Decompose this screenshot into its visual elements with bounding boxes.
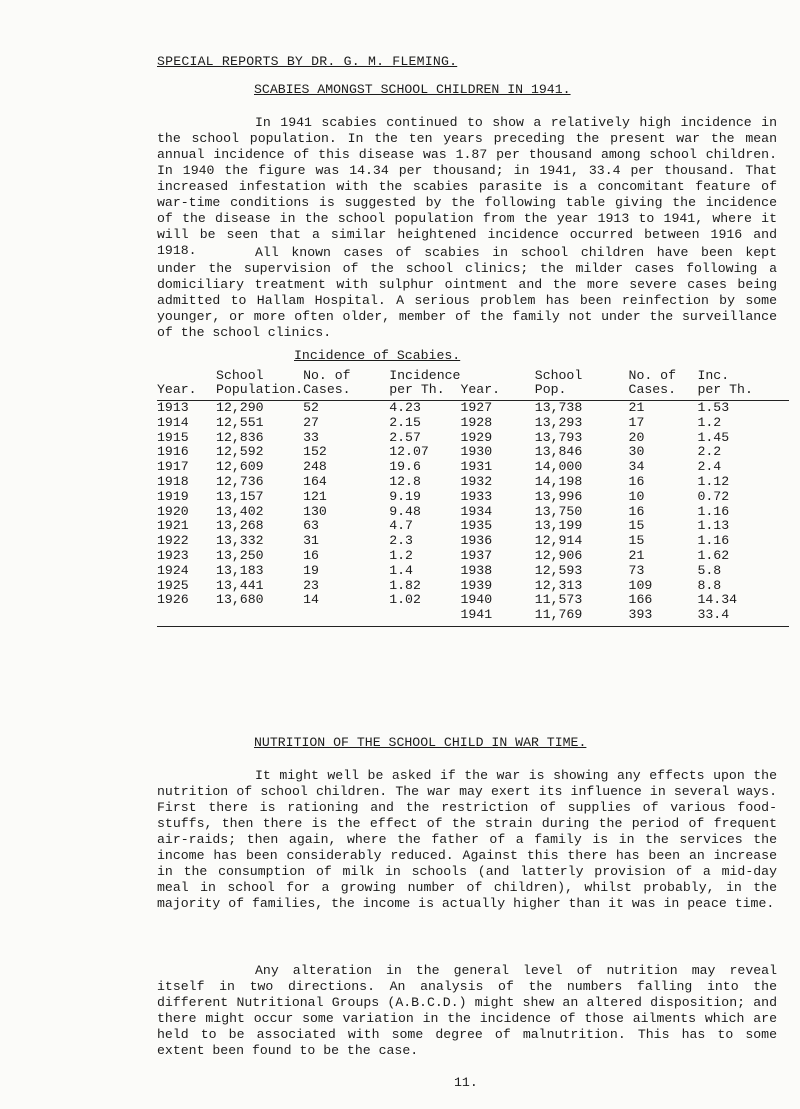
cell-cases2: 15 <box>628 518 645 534</box>
table-row <box>157 505 789 520</box>
cell-school-pop: 12,551 <box>216 414 264 430</box>
table-bottom-rule <box>157 626 789 627</box>
cell-cases2: 16 <box>628 503 645 519</box>
cell-school-pop: 13,250 <box>216 547 264 563</box>
table-row <box>157 579 789 594</box>
table-row <box>157 549 789 564</box>
cell-cases: 31 <box>303 533 319 549</box>
cell-cases2: 21 <box>628 400 645 415</box>
cell-school-pop <box>216 608 303 623</box>
cell-school-pop2: 11,573 <box>534 592 583 608</box>
cell-cases: 164 <box>303 473 327 489</box>
cell-school-pop2: 13,846 <box>534 444 583 460</box>
cell-incidence2: 5.8 <box>697 562 722 578</box>
cell-incidence: 9.19 <box>389 488 421 504</box>
cell-incidence <box>389 608 460 623</box>
cell-cases: 23 <box>303 577 319 593</box>
cell-year <box>157 608 216 623</box>
cell-incidence: 2.3 <box>389 533 413 549</box>
table-row <box>157 564 789 579</box>
cell-incidence2: 1.12 <box>697 473 730 489</box>
cell-school-pop2: 13,738 <box>534 400 583 415</box>
cell-school-pop2: 14,198 <box>534 473 583 489</box>
cell-cases: 152 <box>303 444 327 460</box>
cell-incidence2: 33.4 <box>697 607 730 623</box>
table-row <box>157 431 789 446</box>
cell-school-pop: 13,402 <box>216 503 264 519</box>
cell-cases: 130 <box>303 503 327 519</box>
cell-incidence2: 1.16 <box>697 533 730 549</box>
cell-year2: 1928 <box>460 414 493 430</box>
cell-year2: 1935 <box>460 518 493 534</box>
cell-school-pop: 12,609 <box>216 459 264 475</box>
cell-cases2: 34 <box>628 459 645 475</box>
cell-cases: 52 <box>303 400 319 415</box>
cell-cases2: 30 <box>628 444 645 460</box>
cell-year: 1923 <box>157 547 189 563</box>
cell-school-pop2: 13,293 <box>534 414 583 430</box>
report-heading: SPECIAL REPORTS BY DR. G. M. FLEMING. <box>157 54 458 69</box>
cell-cases: 19 <box>303 562 319 578</box>
cell-incidence2: 1.13 <box>697 518 730 534</box>
cell-cases: 63 <box>303 518 319 534</box>
nutrition-paragraph-1: It might well be asked if the war is showing any effects upon the nutrition of school children. The war may exert its influence in several ways. First there is rationing and the restriction of supplies of various food-stuffs, then there is the effect of the strain during the period of frequent air-raids; then again, where the father of a family is in the services the income has been considerably reduced. Against this there has been an increase in the consumption of milk in schools (and latterly provision of a mid-day meal in school for a growing number of children), whilst probably, in the majority of families, the income is actually higher than it was in peace time. <box>157 768 777 911</box>
header-year <box>157 369 216 383</box>
table-row <box>157 416 789 431</box>
cell-cases2: 166 <box>628 592 653 608</box>
cell-school-pop: 12,836 <box>216 429 264 445</box>
cell-school-pop: 13,332 <box>216 533 264 549</box>
cell-incidence: 19.6 <box>389 459 421 475</box>
header-no-bottom: Cases. <box>303 382 351 397</box>
cell-school-pop2: 12,593 <box>534 562 583 578</box>
cell-cases2: 109 <box>628 577 653 593</box>
cell-cases2: 17 <box>628 414 645 430</box>
scabies-paragraph-1: In 1941 scabies continued to show a relatively high incidence in the school population. In the ten years preceding the present war the mean annual incidence of this disease was 1.87 per thousand among school children. In 1940 the figure was 14.34 per thousand; in 1941, 33.4 per thousand. That increased infestation with the scabies parasite is a concomitant feature of war-time conditions is suggested by the following table giving the incidence of the disease in the school population from the year 1913 to 1941, where it will be seen that a similar heightened incidence occurred between 1916 and 1918. <box>157 115 777 258</box>
cell-incidence2: 14.34 <box>697 592 738 608</box>
table-row <box>157 460 789 475</box>
cell-year: 1915 <box>157 429 189 445</box>
cell-incidence: 4.7 <box>389 518 413 534</box>
header-inc2-top: Inc. <box>697 368 730 383</box>
cell-cases2: 16 <box>628 473 645 489</box>
header-inc-top: Incidence <box>389 368 461 383</box>
cell-incidence: 1.82 <box>389 577 421 593</box>
cell-school-pop2: 12,906 <box>534 547 583 563</box>
cell-school-pop2: 13,199 <box>534 518 583 534</box>
cell-year2: 1930 <box>460 444 493 460</box>
cell-school-pop: 13,680 <box>216 592 264 608</box>
cell-school-pop: 12,290 <box>216 400 264 415</box>
cell-cases: 33 <box>303 429 319 445</box>
table-row <box>157 401 789 416</box>
cell-incidence2: 2.4 <box>697 459 722 475</box>
table-row <box>157 475 789 490</box>
page-number: 11. <box>454 1075 478 1090</box>
cell-cases2: 73 <box>628 562 645 578</box>
cell-year: 1925 <box>157 577 189 593</box>
table-row <box>157 490 789 505</box>
scabies-paragraph-2: All known cases of scabies in school children have been kept under the supervision of the school clinics; the milder cases following a domiciliary treatment with sulphur ointment and the more severe cases being admitted to Hallam Hospital. A serious problem has been reinfection by some younger, or more often older, member of the family not under the surveillance of the school clinics. <box>157 245 777 340</box>
cell-incidence2: 1.2 <box>697 414 722 430</box>
cell-incidence2: 1.53 <box>697 400 730 415</box>
cell-school-pop2: 13,793 <box>534 429 583 445</box>
cell-school-pop: 13,441 <box>216 577 264 593</box>
cell-school-pop2: 12,914 <box>534 533 583 549</box>
cell-year2: 1937 <box>460 547 493 563</box>
header-no-top: No. of <box>303 368 351 383</box>
cell-school-pop2: 11,769 <box>534 607 583 623</box>
cell-incidence2: 0.72 <box>697 488 730 504</box>
table-row <box>157 593 789 608</box>
cell-cases: 248 <box>303 459 327 475</box>
table-caption: Incidence of Scabies. <box>294 348 461 363</box>
header-school-bottom: Population. <box>216 382 304 397</box>
table-row <box>157 608 789 623</box>
cell-year2: 1929 <box>460 429 493 445</box>
cell-year: 1916 <box>157 444 189 460</box>
cell-incidence2: 1.62 <box>697 547 730 563</box>
cell-year: 1922 <box>157 533 189 549</box>
cell-year2: 1938 <box>460 562 493 578</box>
header-year2 <box>460 369 534 383</box>
cell-year2: 1939 <box>460 577 493 593</box>
cell-incidence2: 8.8 <box>697 577 722 593</box>
header-school2-top: School <box>534 368 583 383</box>
header-year-label: Year. <box>157 382 197 397</box>
cell-school-pop2: 14,000 <box>534 459 583 475</box>
cell-cases: 14 <box>303 592 319 608</box>
cell-incidence2: 1.45 <box>697 429 730 445</box>
cell-incidence2: 2.2 <box>697 444 722 460</box>
table-header-row-bottom <box>157 383 789 397</box>
header-inc-bottom: per Th. <box>389 382 445 397</box>
cell-year: 1918 <box>157 473 189 489</box>
cell-school-pop: 13,157 <box>216 488 264 504</box>
cell-school-pop: 12,592 <box>216 444 264 460</box>
cell-cases: 27 <box>303 414 319 430</box>
cell-school-pop: 12,736 <box>216 473 264 489</box>
header-school-top: School <box>216 368 264 383</box>
cell-school-pop2: 12,313 <box>534 577 583 593</box>
cell-incidence: 12.07 <box>389 444 429 460</box>
table-row <box>157 445 789 460</box>
cell-year2: 1927 <box>460 400 493 415</box>
cell-cases2: 10 <box>628 488 645 504</box>
cell-cases: 121 <box>303 488 327 504</box>
cell-year: 1926 <box>157 592 189 608</box>
cell-year: 1919 <box>157 488 189 504</box>
cell-year2: 1941 <box>460 607 493 623</box>
table-header-row-top <box>157 369 789 383</box>
cell-year2: 1933 <box>460 488 493 504</box>
cell-year: 1913 <box>157 400 189 415</box>
cell-year: 1917 <box>157 459 189 475</box>
table-row <box>157 534 789 549</box>
cell-school-pop: 13,268 <box>216 518 264 534</box>
cell-incidence: 1.2 <box>389 547 413 563</box>
cell-year2: 1932 <box>460 473 493 489</box>
cell-cases2: 20 <box>628 429 645 445</box>
cell-year2: 1931 <box>460 459 493 475</box>
scabies-incidence-table <box>157 369 789 627</box>
cell-cases <box>303 608 389 623</box>
header-year2-label: Year. <box>460 382 501 397</box>
cell-incidence: 2.57 <box>389 429 421 445</box>
cell-year2: 1940 <box>460 592 493 608</box>
nutrition-paragraph-2: Any alteration in the general level of nutrition may reveal itself in two directions. An analysis of the numbers falling into the different Nutritional Groups (A.B.C.D.) might shew an altered disposition; and there might occur some variation in the incidence of those ailments which are held to be associated with some degree of malnutrition. This has to some extent been found to be the case. <box>157 963 777 1058</box>
cell-incidence: 1.4 <box>389 562 413 578</box>
cell-incidence: 12.8 <box>389 473 421 489</box>
cell-school-pop2: 13,750 <box>534 503 583 519</box>
cell-year: 1921 <box>157 518 189 534</box>
cell-year2: 1936 <box>460 533 493 549</box>
cell-incidence: 4.23 <box>389 400 421 415</box>
cell-cases2: 393 <box>628 607 653 623</box>
cell-school-pop: 13,183 <box>216 562 264 578</box>
header-no2-top: No. of <box>628 368 677 383</box>
cell-cases: 16 <box>303 547 319 563</box>
cell-incidence: 9.48 <box>389 503 421 519</box>
nutrition-section-title: NUTRITION OF THE SCHOOL CHILD IN WAR TIME. <box>254 735 587 750</box>
cell-year: 1914 <box>157 414 189 430</box>
cell-incidence: 2.15 <box>389 414 421 430</box>
cell-year2: 1934 <box>460 503 493 519</box>
cell-incidence2: 1.16 <box>697 503 730 519</box>
scabies-section-title: SCABIES AMONGST SCHOOL CHILDREN IN 1941. <box>254 82 571 97</box>
header-school2-bottom: Pop. <box>534 382 567 397</box>
header-inc2-bottom: per Th. <box>697 382 753 397</box>
cell-year: 1920 <box>157 503 189 519</box>
header-no2-bottom: Cases. <box>628 382 677 397</box>
cell-cases2: 21 <box>628 547 645 563</box>
table-row <box>157 519 789 534</box>
cell-school-pop2: 13,996 <box>534 488 583 504</box>
cell-cases2: 15 <box>628 533 645 549</box>
cell-year: 1924 <box>157 562 189 578</box>
cell-incidence: 1.02 <box>389 592 421 608</box>
